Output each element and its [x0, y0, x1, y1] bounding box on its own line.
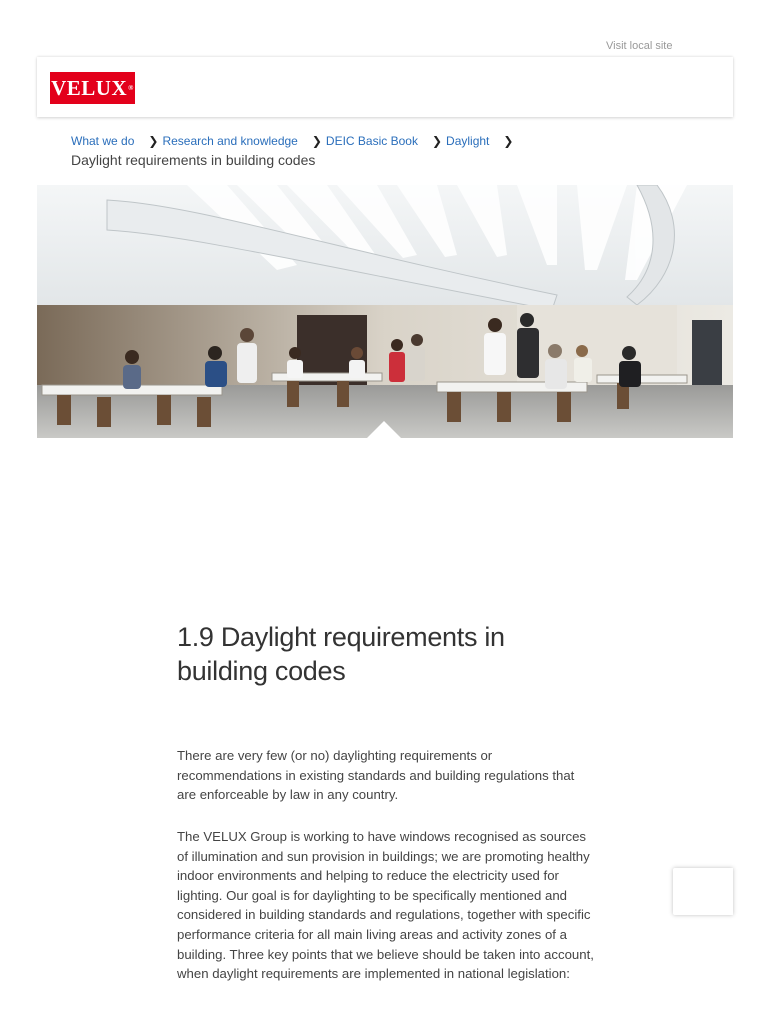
breadcrumb-current-page: Daylight requirements in building codes [71, 152, 316, 168]
breadcrumb-research-and-knowledge[interactable]: Research and knowledge [162, 134, 298, 148]
article-title: 1.9 Daylight requirements in building codes [177, 622, 505, 686]
article-paragraph: There are very few (or no) daylighting requirements or recommendations in existing standards and building regulations that are enforceable by law in any country. [177, 748, 575, 803]
breadcrumb-deic-basic-book[interactable]: DEIC Basic Book [325, 134, 418, 148]
visit-local-site-link[interactable]: Visit local site [606, 40, 673, 52]
article-paragraph: The VELUX Group is working to have windows recognised as sources of illumination and sun provision in buildings; we are promoting healthy indoor environments and helping to reduce the electricity used for lighting. Our goal is for daylighting to be specifically mentioned and considered in building standards and regulations, together with specific performance criteria for all main living areas and activity zones of a building. Three key points that we believe should be taken into account, when daylight requirements are implemented in national legislation: [177, 829, 594, 982]
chevron-right-icon: ❯ [503, 134, 514, 148]
breadcrumb-what-we-do[interactable]: What we do [71, 134, 135, 148]
registered-mark: ® [128, 84, 134, 92]
hero-photo-illustration [37, 185, 733, 438]
chevron-right-icon: ❯ [431, 134, 443, 148]
chevron-right-icon: ❯ [311, 134, 322, 148]
hero-notch [367, 421, 401, 438]
velux-logo[interactable] [50, 72, 135, 104]
recaptcha-badge[interactable] [673, 868, 733, 915]
breadcrumb-daylight[interactable]: Daylight [446, 134, 490, 148]
site-header [37, 57, 733, 117]
hero-image [37, 185, 733, 438]
chevron-right-icon: ❯ [148, 134, 159, 148]
logo-text: VELUX [51, 75, 128, 100]
breadcrumb [71, 134, 517, 148]
